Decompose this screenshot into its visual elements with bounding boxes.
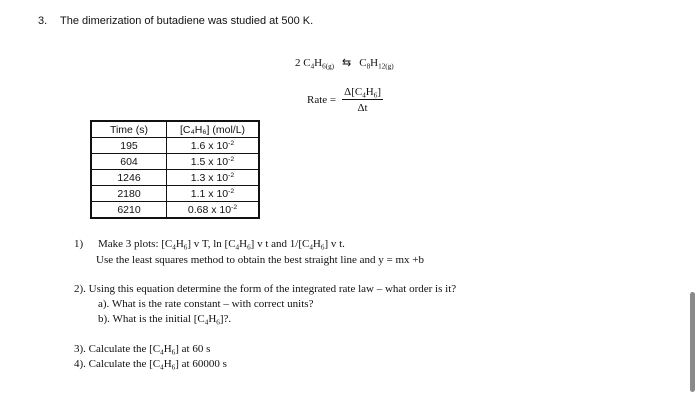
concentration-table: [90, 120, 260, 219]
question-1: [74, 236, 424, 268]
question-2-line-1: 2). Using this equation determine the form of the integrated rate law – what order is it?: [74, 283, 457, 295]
rate-expression: [307, 86, 383, 114]
time-cell: 1246: [91, 170, 167, 186]
rate-label: Rate =: [307, 94, 337, 106]
question-3: 3). Calculate the $[C_4H_6]$ at 60 s: [74, 343, 211, 357]
question-1-line-1: 1) Make 3 plots: $[C_4H_6]$ v T, $\ln [C_4H_6]$ v t and $1/[C_4H_6]$ v t.: [74, 238, 345, 252]
rate-numerator: $\Delta[C_4H_6]$: [344, 86, 381, 100]
concentration-column-header: [C₄H₆] (mol/L): [167, 121, 260, 138]
reaction-equation: 2 $C_4H_{6(g)}$ ⇆ $C_8H_{12(g)}$: [295, 57, 394, 71]
question-2: [74, 282, 456, 327]
question-heading: [38, 15, 313, 27]
time-cell: 2180: [91, 186, 167, 202]
questions-3-4: [74, 342, 227, 372]
table-row: [91, 154, 259, 170]
table-row: [91, 170, 259, 186]
question-2a: a). What is the rate constant – with correct units?: [98, 298, 314, 310]
table-header-row: [91, 121, 259, 138]
time-cell: 604: [91, 154, 167, 170]
table-row: [91, 186, 259, 202]
concentration-cell: 1.3 x $10^{-2}$: [167, 170, 260, 186]
concentration-cell: 0.68 x $10^{-2}$: [167, 202, 260, 219]
concentration-cell: 1.6 x $10^{-2}$: [167, 138, 260, 154]
rate-fraction: [342, 86, 383, 114]
concentration-cell: 1.5 x $10^{-2}$: [167, 154, 260, 170]
concentration-cell: 1.1 x $10^{-2}$: [167, 186, 260, 202]
equilibrium-arrow-icon: ⇆: [342, 57, 352, 69]
question-4: 4). Calculate the $[C_4H_6]$ at 60000 s: [74, 358, 227, 372]
question-2b: b). What is the initial $[C_4H_6]$?.: [98, 313, 232, 327]
time-column-header: Time (s): [91, 121, 167, 138]
question-1-line-2: Use the least squares method to obtain the best straight line and y = mx +b: [96, 254, 424, 266]
rate-denominator: Δt: [357, 102, 368, 114]
time-cell: 6210: [91, 202, 167, 219]
table-row: [91, 202, 259, 219]
table-row: [91, 138, 259, 154]
question-heading-text: The dimerization of butadiene was studied at 500 K.: [60, 15, 314, 27]
question-number: 3.: [38, 15, 48, 27]
vertical-scrollbar[interactable]: [690, 292, 695, 392]
time-cell: 195: [91, 138, 167, 154]
